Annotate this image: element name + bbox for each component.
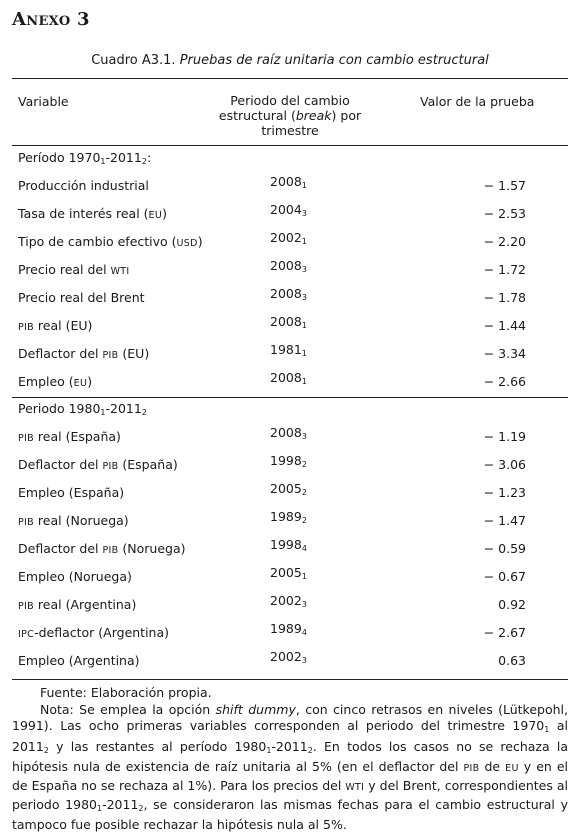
row-value: − 2.67 — [483, 625, 526, 640]
table-row — [0, 537, 580, 561]
row-period: $2008_1$ — [270, 174, 307, 190]
row-period: $1981_1$ — [270, 342, 307, 358]
row-period: $2004_3$ — [270, 202, 307, 218]
annex-title: Anexo 3 — [12, 9, 90, 30]
caption-prefix: Cuadro A3.1. — [91, 53, 176, 68]
header-periodo-text2: ) por — [331, 108, 362, 123]
row-variable: Precio real del WTI — [18, 262, 130, 277]
table-row — [0, 314, 580, 338]
row-variable: Tasa de interés real (EU) — [18, 206, 167, 221]
row-period: $2008_3$ — [270, 286, 307, 302]
bottom-rule — [12, 679, 568, 680]
row-period: $1998_2$ — [270, 453, 307, 469]
method-note: Nota: Se emplea la opción shift dummy, con cinco retrasos en niveles (Lütkepohl, 1991). Las ocho primeras variables corresponden al periodo del trimestre $1970_1$ al $2011_2$ y las restantes al período $1980_1-2011_2$. En todos los casos no se rechaza la hipótesis nula de existencia de raíz unitaria al 5% (en el deflactor del PIB de EU y en el de España no se rechaza al 1%). Para los precios del WTI y del Brent, correspondientes al periodo $1980_1-2011_2$, se consideraron las mismas fechas para el cambio estructural y tampoco fue posible rechazar la hipótesis nula al 5%. — [12, 701, 569, 833]
row-variable: PIB real (Noruega) — [18, 513, 129, 528]
row-period: $2008_3$ — [270, 425, 307, 441]
row-value: − 2.20 — [483, 234, 526, 249]
row-value: − 0.59 — [483, 541, 526, 556]
header-periodo — [205, 93, 375, 138]
row-variable: PIB real (EU) — [18, 318, 93, 333]
row-period: $1998_4$ — [270, 537, 307, 553]
header-periodo-line1: Periodo del cambio — [230, 93, 350, 108]
header-periodo-line2 — [205, 108, 375, 123]
row-period: $2002_1$ — [270, 230, 307, 246]
row-value: − 1.19 — [483, 429, 526, 444]
table-caption — [0, 53, 580, 68]
table-row — [0, 342, 580, 366]
header-rule — [12, 145, 568, 146]
row-variable: IPC-deflactor (Argentina) — [18, 625, 170, 640]
table-row — [0, 509, 580, 533]
row-variable: PIB real (España) — [18, 429, 121, 444]
row-variable: Deflactor del PIB (Noruega) — [18, 541, 186, 556]
row-value: − 3.06 — [483, 457, 526, 472]
table-row — [0, 565, 580, 589]
row-value: − 2.66 — [483, 374, 526, 389]
table-row — [0, 202, 580, 226]
row-value: − 2.53 — [483, 206, 526, 221]
section-title: Periodo $1980_1-2011_2$ — [18, 401, 147, 417]
row-variable: Empleo (Argentina) — [18, 653, 140, 668]
header-periodo-break: break — [295, 108, 332, 123]
row-variable: Deflactor del PIB (EU) — [18, 346, 150, 361]
row-variable: Producción industrial — [18, 178, 149, 193]
row-period: $2008_1$ — [270, 370, 307, 386]
row-value: − 1.47 — [483, 513, 526, 528]
table-row — [0, 286, 580, 310]
row-value: − 1.72 — [483, 262, 526, 277]
row-period: $2008_3$ — [270, 258, 307, 274]
row-period: $1989_4$ — [270, 621, 307, 637]
row-period: $2005_1$ — [270, 565, 307, 581]
row-variable: Tipo de cambio efectivo (USD) — [18, 234, 203, 249]
row-value: 0.63 — [498, 653, 526, 668]
row-value: 0.92 — [498, 597, 526, 612]
row-period: $1989_2$ — [270, 509, 307, 525]
row-variable: Deflactor del PIB (España) — [18, 457, 178, 472]
row-period: $2008_1$ — [270, 314, 307, 330]
table-row — [0, 174, 580, 198]
table-row — [0, 593, 580, 617]
table-row — [0, 453, 580, 477]
section-title: Período $1970_1-2011_2$: — [18, 150, 152, 166]
row-value: − 1.44 — [483, 318, 526, 333]
table-row — [0, 258, 580, 282]
caption-title: Pruebas de raíz unitaria con cambio estructural — [179, 53, 489, 68]
top-rule — [12, 78, 568, 79]
table-row — [0, 230, 580, 254]
table-row — [0, 481, 580, 505]
row-period: $2002_3$ — [270, 593, 307, 609]
header-periodo-line3: trimestre — [261, 123, 319, 138]
table-row — [0, 425, 580, 449]
row-value: − 0.67 — [483, 569, 526, 584]
row-variable: Empleo (España) — [18, 485, 125, 500]
row-value: − 1.78 — [483, 290, 526, 305]
row-variable: PIB real (Argentina) — [18, 597, 137, 612]
header-valor: Valor de la prueba — [420, 94, 535, 109]
section-rule — [12, 397, 568, 398]
row-variable: Empleo (Noruega) — [18, 569, 132, 584]
row-value: − 1.23 — [483, 485, 526, 500]
header-periodo-text: estructural ( — [218, 108, 296, 123]
table-row — [0, 649, 580, 673]
source-note: Fuente: Elaboración propia. — [40, 685, 212, 700]
table-row — [0, 370, 580, 394]
row-value: − 3.34 — [483, 346, 526, 361]
row-variable: Precio real del Brent — [18, 290, 145, 305]
row-period: $2002_3$ — [270, 649, 307, 665]
row-value: − 1.57 — [483, 178, 526, 193]
table-row — [0, 621, 580, 645]
table-notes — [12, 685, 568, 834]
row-period: $2005_2$ — [270, 481, 307, 497]
header-variable: Variable — [18, 94, 69, 109]
row-variable: Empleo (EU) — [18, 374, 93, 389]
